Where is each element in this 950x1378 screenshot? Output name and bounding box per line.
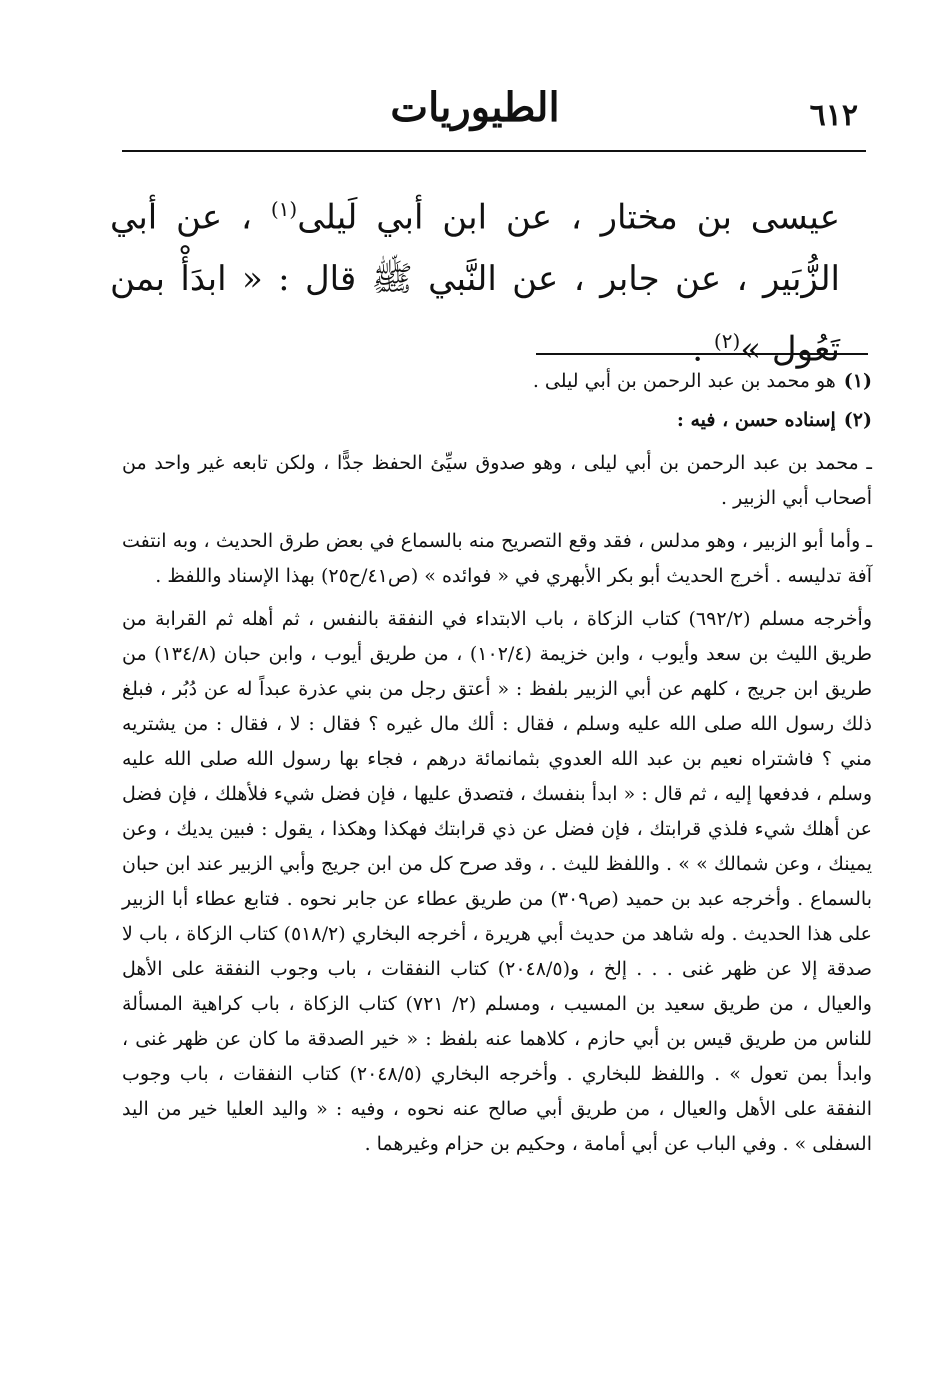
footnote-separator <box>536 353 868 355</box>
main-text-part1: عيسى بن مختار ، عن ابن أبي لَيلى <box>297 197 840 238</box>
footnote-2-para-3: وأخرجه مسلم (٦٩٢/٢) كتاب الزكاة ، باب الابتداء في النفقة بالنفس ، ثم أهله ثم القرابة من طريق الليث بن سعد وأيوب ، وابن خزيمة (١٠٢/٤) ، من طريق أيوب ، وابن حبان (١٣٤/٨) من طريق ابن جريج ، كلهم عن أبي الزبير بلفظ : « أعتق رجل من بني عذرة عبداً له عن دُبُر ، فبلغ ذلك رسول الله صلى الله عليه وسلم ، فقال : ألك مال غيره ؟ فقال : لا ، فقال : من يشتريه مني ؟ فاشتراه نعيم بن عبد الله العدوي بثمانمائة درهم ، فجاء بها رسول الله صلى الله عليه وسلم ، فدفعها إليه ، ثم قال : « ابدأ بنفسك ، فتصدق عليها ، فإن فضل شيء فلأهلك ، فإن فضل عن أهلك شيء فلذي قرابتك ، فإن فضل عن ذي قرابتك فهكذا وهكذا ، يقول : فبين يديك ، وعن يمينك ، وعن شمالك » » . واللفظ لليث . ، وقد صرح كل من ابن جريج وأبي الزبير عند ابن حبان بالسماع . وأخرجه عبد بن حميد (ص٣٠٩) من طريق عطاء عن جابر نحوه . فتابع عطاء أبا الزبير على هذا الحديث . وله شاهد من حديث أبي هريرة ، أخرجه البخاري (٥١٨/٢) كتاب الزكاة ، باب لا صدقة إلا عن ظهر غنى . . . إلخ ، و(٢٠٤٨/٥) كتاب النفقات ، باب وجوب النفقة على الأهل والعيال ، من طريق سعيد بن المسيب ، ومسلم (٢/ ٧٢١) كتاب الزكاة ، باب كراهية المسألة للناس من طريق قيس بن أبي حازم ، كلاهما عنه بلفظ : « خير الصدقة ما كان عن ظهر غنى ، وابدأ بمن تعول » . واللفظ للبخاري . وأخرجه البخاري (٢٠٤٨/٥) كتاب النفقات ، باب وجوب النفقة على الأهل والعيال ، من طريق أبي صالح عنه نحوه ، وفيه : « واليد العليا خير من اليد السفلى » . وفي الباب عن أبي أمامة ، وحكيم بن حزام وغيرهما . <box>122 608 873 1155</box>
footnote-1-number: (١) <box>843 370 872 392</box>
footnote-1-text: هو محمد بن عبد الرحمن بن أبي ليلى . <box>532 370 836 392</box>
running-title: الطيوريات <box>390 84 560 131</box>
footnote-2-title: إسناده حسن <box>734 409 836 431</box>
footnote-2 <box>122 403 872 438</box>
footnote-marker-2: (٢) <box>713 329 741 354</box>
main-text-part2: ، عن أبي الزُّبَير ، عن جابر ، عن النَّبي ﷺ قال : « ابدَأْ بمن تَعُول » <box>110 197 840 370</box>
footnote-marker-1: (١) <box>270 197 298 221</box>
footnote-2-para-2: ـ وأما أبو الزبير ، وهو مدلس ، فقد وقع التصريح منه بالسماع في بعض طرق الحديث ، وبه انتفت آفة تدليسه . أخرج الحديث أبو بكر الأبهري في « فوائده » (ص٤١/ح٢٥) بهذا الإسناد واللفظ . <box>122 530 872 587</box>
main-paragraph <box>110 178 840 381</box>
footnote-2-para-1: ـ محمد بن عبد الرحمن بن أبي ليلى ، وهو صدوق سيِّئ الحفظ جدًّا ، ولكن تابعه غير واحد من أصحاب أبي الزبير . <box>122 452 872 509</box>
footnote-2-number: (٢) <box>843 409 872 431</box>
footnotes <box>122 364 872 1162</box>
footnote-1 <box>122 364 872 399</box>
page-number: ٦١٢ <box>809 98 858 133</box>
header-rule <box>122 150 866 152</box>
main-text <box>110 178 840 381</box>
footnote-2-title-suffix: ، فيه : <box>676 409 735 431</box>
main-text-end: . <box>692 329 714 370</box>
